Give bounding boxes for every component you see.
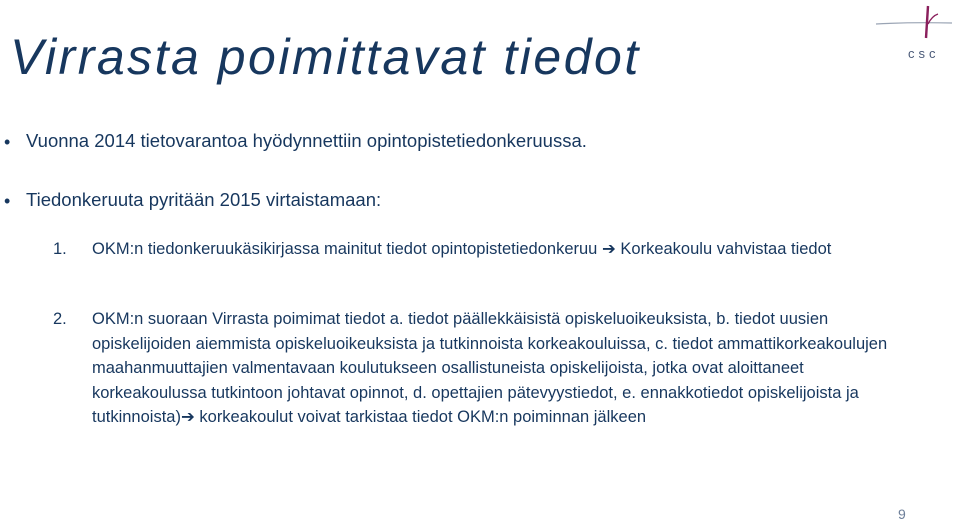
- item-number-2: 2.: [53, 310, 67, 328]
- item-2-after-arrow: korkeakoulut voivat tarkistaa tiedot OKM:n poiminnan jälkeen: [199, 408, 647, 426]
- logo-text: csc: [908, 46, 940, 61]
- item-1-text: [92, 237, 892, 262]
- item-2-text: [92, 307, 892, 430]
- csc-logo: [872, 2, 954, 64]
- arrow-icon: ➔: [180, 408, 195, 426]
- bullet-dot: •: [4, 132, 11, 152]
- bullet-dot: •: [4, 191, 11, 211]
- logo-swoosh: [876, 23, 952, 24]
- bullet-text-1: Vuonna 2014 tietovarantoa hyödynnettiin opintopistetiedonkeruussa.: [26, 130, 587, 151]
- item-1-after-arrow: Korkeakoulu vahvistaa tiedot: [620, 240, 832, 258]
- arrow-icon: ➔: [601, 240, 616, 258]
- item-2-before-arrow: OKM:n suoraan Virrasta poimimat tiedot a. tiedot päällekkäisistä opiskeluoikeuksista, b. tiedot uusien opiskelijoiden aiemmista opiskeluoikeuksista ja tutkinnoista korkeakouluissa, c. tiedot ammattikorkeakoulujen maahanmuuttajien valmentavaan koulutukseen osallistuneista opiskelijoista, jotka ovat aloittaneet korkeakoulussa tutkintoon johtavat opinnot, d. opettajien pätevyystiedot, e. ennakkotiedot opiskelijoista ja tutkinnoista): [92, 310, 888, 426]
- page-number: 9: [898, 506, 906, 522]
- logo-stem: [926, 6, 928, 38]
- slide-title: Virrasta poimittavat tiedot: [10, 29, 641, 85]
- item-number-1: 1.: [53, 240, 67, 258]
- item-1-before-arrow: OKM:n tiedonkeruukäsikirjassa mainitut tiedot opintopistetiedonkeruu: [92, 240, 598, 258]
- bullet-text-2: Tiedonkeruuta pyritään 2015 virtaistamaan:: [26, 189, 382, 210]
